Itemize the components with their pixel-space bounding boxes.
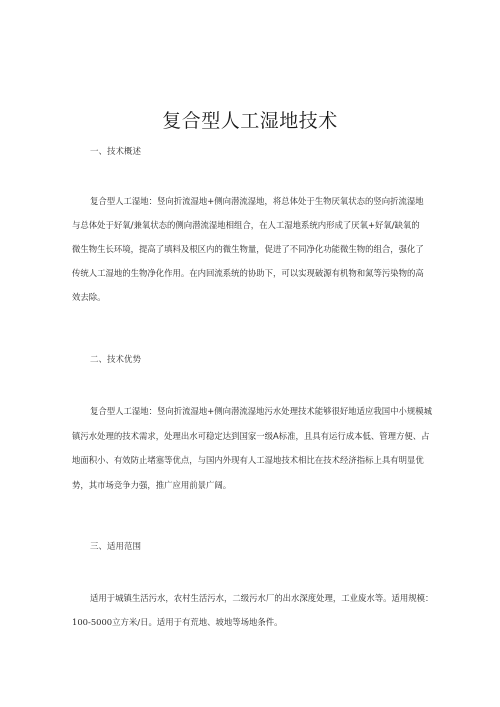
paragraph-line: 效去除。 — [72, 292, 106, 302]
paragraph-line: 100-5000立方米/日。适用于有荒地、坡地等场地条件。 — [72, 617, 283, 627]
section-paragraph-overview — [72, 195, 444, 315]
document-title: 复合型人工湿地技术 — [162, 110, 338, 132]
paragraph-line: 微生物生长环境，提高了填料及根区内的微生物量，促进了不同净化功能微生物的组合，强化了 — [72, 244, 424, 254]
paragraph-line: 传统人工湿地的生物净化作用。在内回流系统的协助下，可以实现破源有机物和氮等污染物的高 — [72, 268, 424, 278]
paragraph-line: 复合型人工湿地：竖向折流湿地+侧向潜流湿地污水处理技术能够很好地适应我国中小规模城 — [90, 406, 433, 416]
section-paragraph-scope — [72, 592, 444, 640]
section-heading-overview: 一、技术概述 — [90, 147, 142, 157]
section-paragraph-advantages — [72, 405, 444, 503]
paragraph-line: 与总体处于好氧/兼氧状态的侧向潜流湿地相组合，在人工湿地系统内形成了厌氧+好氧/缺氧的 — [72, 220, 420, 230]
paragraph-line: 适用于城镇生活污水，农村生活污水，二级污水厂的出水深度处理，工业废水等。适用规模： — [90, 593, 434, 603]
paragraph-line: 镇污水处理的技术需求，处理出水可稳定达到国家一级A标准，且具有运行成本低、管理方便、占 — [72, 430, 430, 441]
paragraph-line: 复合型人工湿地：竖向折流湿地+侧向潜流湿地，将总体处于生物厌氧状态的竖向折流湿地 — [90, 196, 424, 206]
section-heading-scope: 三、适用范围 — [90, 542, 142, 552]
section-heading-advantages: 二、技术优势 — [90, 355, 142, 365]
paragraph-line: 地面积小、有效防止堵塞等优点，与国内外现有人工湿地技术相比在技术经济指标上具有明显优 — [72, 455, 424, 465]
paragraph-line: 势，其市场竞争力强，推广应用前景广阔。 — [72, 479, 232, 490]
